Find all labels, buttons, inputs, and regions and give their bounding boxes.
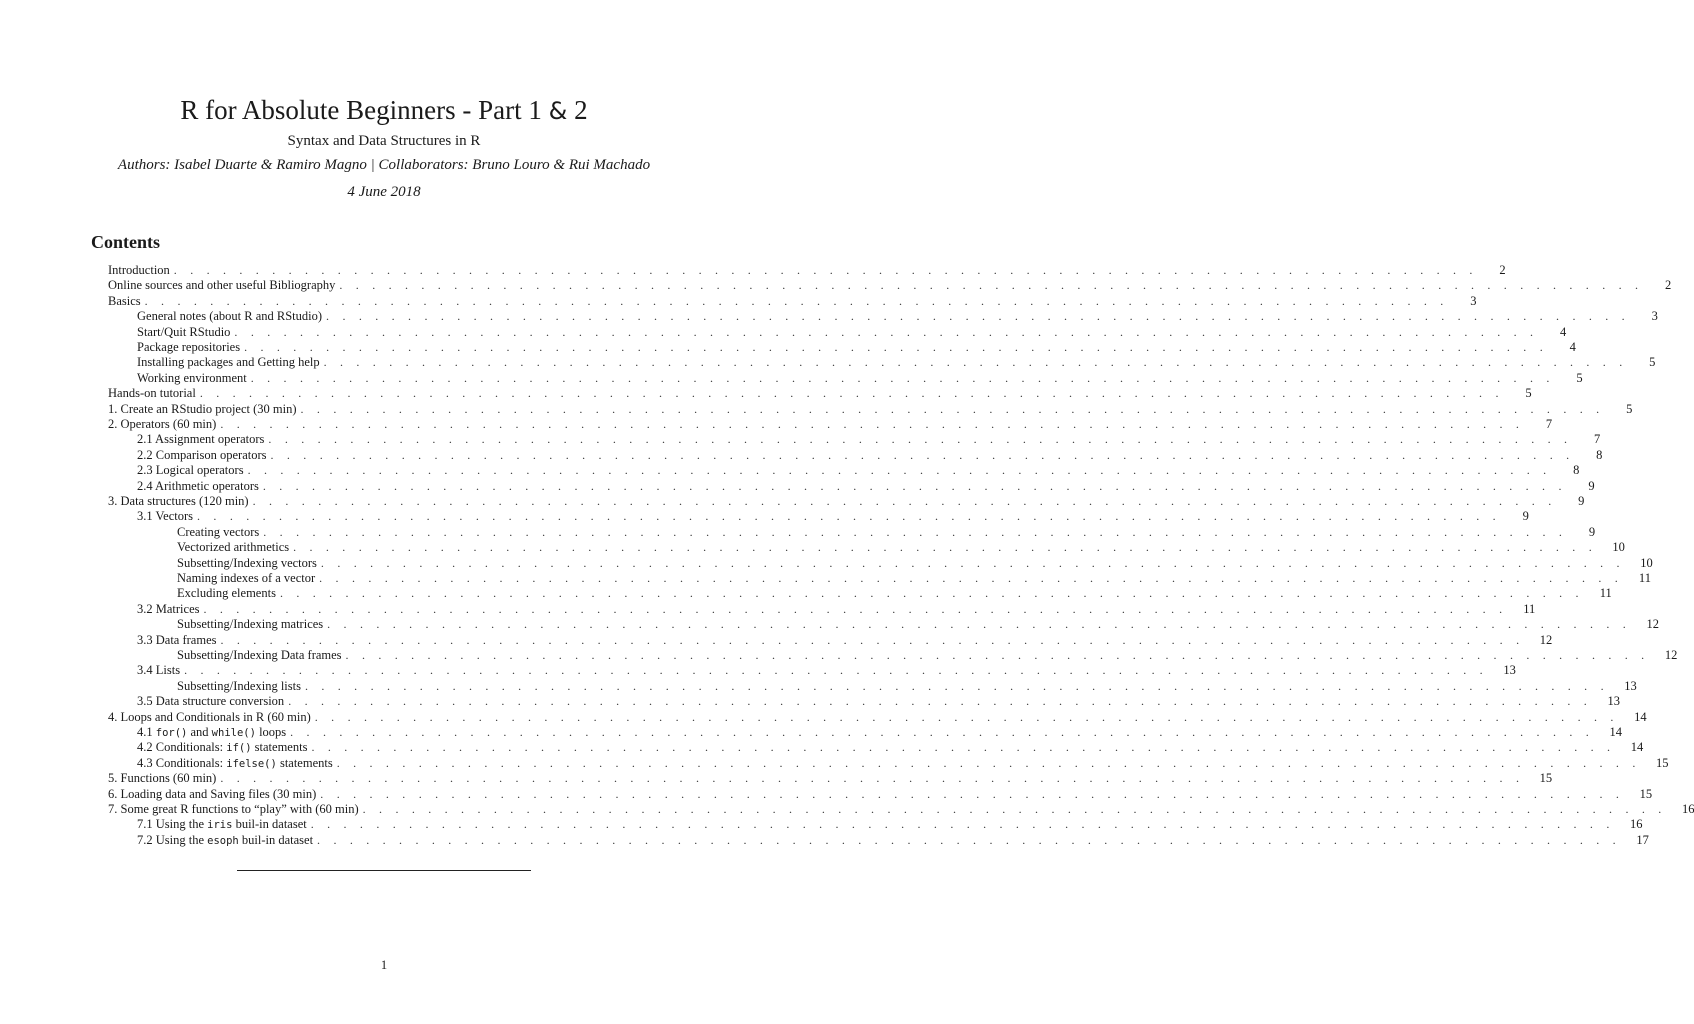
- toc-label: [137, 602, 203, 617]
- toc-link[interactable]: [108, 786, 1653, 802]
- toc-dot-leader: . . . . . . . . . . . . . . . . . . . . . . . . . . . . . . . . . . . . . . . . . . . . . . . . . . . . . . . . . . . . . . . . . . . . . . . . . . . . . . . .: [310, 817, 1615, 832]
- toc-label: [137, 371, 251, 386]
- toc-page-number: 14: [1630, 740, 1644, 755]
- document-title: [0, 92, 768, 129]
- toc-label-text: Basics: [108, 293, 141, 308]
- toc-link[interactable]: [137, 817, 1643, 832]
- toc-entry: [0, 709, 1647, 725]
- toc-page-number: 14: [1634, 709, 1647, 724]
- toc-label-text: Working environment: [137, 370, 247, 385]
- toc-label-text: 1. Create an RStudio project (30 min): [108, 401, 297, 416]
- toc-label-text: Introduction: [108, 263, 170, 277]
- toc-link[interactable]: [137, 755, 1669, 771]
- toc-link[interactable]: [177, 648, 1678, 663]
- toc-dot-leader: . . . . . . . . . . . . . . . . . . . . . . . . . . . . . . . . . . . . . . . . . . . . . . . . . . . . . . . . . . . . . . . . . . . . . . . . . . . . . . . .: [300, 401, 1605, 416]
- toc-label: [108, 386, 200, 401]
- toc-entry: [0, 832, 1649, 848]
- toc-link[interactable]: [137, 355, 1656, 370]
- toc-entry: [0, 817, 1643, 832]
- toc-dot-leader: . . . . . . . . . . . . . . . . . . . . . . . . . . . . . . . . . . . . . . . . . . . . . . . . . . . . . . . . . . . . . . . . . . . . . . . . . . . . . . . .: [197, 509, 1501, 524]
- toc-dot-leader: . . . . . . . . . . . . . . . . . . . . . . . . . . . . . . . . . . . . . . . . . . . . . . . . . . . . . . . . . . . . . . . . . . . . . . . . . . . . . . . .: [203, 601, 1508, 616]
- toc-link[interactable]: [137, 447, 1603, 463]
- toc-link[interactable]: [108, 278, 1672, 293]
- toc-page-number: 5: [1525, 386, 1532, 401]
- toc-entry: [0, 324, 1567, 340]
- toc-dot-leader: . . . . . . . . . . . . . . . . . . . . . . . . . . . . . . . . . . . . . . . . . . . . . . . . . . . . . . . . . . . . . . . . . . . . . . . . . . . . . . . .: [250, 370, 1555, 385]
- footnote-rule: [237, 870, 531, 871]
- title-text-end: 2: [567, 95, 588, 125]
- toc-label: [137, 325, 234, 340]
- toc-entry: [0, 771, 1553, 786]
- toc-link[interactable]: [137, 632, 1553, 648]
- toc-link[interactable]: [177, 678, 1637, 694]
- toc-entry: [0, 432, 1601, 447]
- document-date: 4 June 2018: [347, 184, 421, 200]
- toc-entry: [0, 355, 1656, 370]
- toc-label: [137, 432, 268, 447]
- toc-page-number: 9: [1522, 509, 1529, 524]
- toc-label-text: Online sources and other useful Bibliography: [108, 278, 336, 293]
- toc-link[interactable]: [137, 725, 1622, 740]
- toc-label-text: Subsetting/Indexing lists: [177, 678, 301, 693]
- toc-dot-leader: . . . . . . . . . . . . . . . . . . . . . . . . . . . . . . . . . . . . . . . . . . . . . . . . . . . . . . . . . . . . . . . . . . . . . . . . . . . . . . . .: [220, 417, 1525, 431]
- toc-label-text: 3.2 Matrices: [137, 601, 200, 616]
- toc-entry: [0, 786, 1653, 802]
- toc-page-number: 7: [1593, 432, 1601, 447]
- toc-label-text: 4.1: [137, 725, 156, 739]
- toc-entry: [0, 524, 1596, 540]
- toc-entry: [0, 463, 1580, 478]
- toc-dot-leader: . . . . . . . . . . . . . . . . . . . . . . . . . . . . . . . . . . . . . . . . . . . . . . . . . . . . . . . . . . . . . . . . . . . . . . . . . . . . . . . .: [220, 771, 1525, 786]
- toc-label: [137, 740, 311, 756]
- toc-dot-leader: . . . . . . . . . . . . . . . . . . . . . . . . . . . . . . . . . . . . . . . . . . . . . . . . . . . . . . . . . . . . . . . . . . . . . . . . . . . . . . . .: [144, 293, 1449, 308]
- toc-label: [177, 679, 305, 694]
- toc-dot-leader: . . . . . . . . . . . . . . . . . . . . . . . . . . . . . . . . . . . . . . . . . . . . . . . . . . . . . . . . . . . . . . . . . . . . . . . . . . . . . . . .: [326, 309, 1630, 324]
- toc-label-text: statements: [251, 740, 308, 755]
- toc-label-text: 6. Loading data and Saving files (30 min): [108, 786, 317, 801]
- toc-label-text: 3.1 Vectors: [137, 509, 194, 524]
- toc-label: [108, 710, 315, 725]
- toc-dot-leader: . . . . . . . . . . . . . . . . . . . . . . . . . . . . . . . . . . . . . . . . . . . . . . . . . . . . . . . . . . . . . . . . . . . . . . . . . . . . . . . .: [234, 324, 1539, 339]
- toc-link[interactable]: [137, 601, 1536, 617]
- toc-link[interactable]: [108, 263, 1506, 278]
- toc-page-number: 3: [1470, 293, 1477, 308]
- toc-entry: [0, 309, 1658, 324]
- toc-entry: [0, 293, 1477, 309]
- page-number: 1: [380, 958, 388, 972]
- toc-link[interactable]: [137, 463, 1580, 478]
- toc-label: [137, 479, 263, 494]
- toc-page-number: 13: [1624, 678, 1637, 693]
- toc-page-number: 12: [1539, 632, 1553, 647]
- toc-label-text: 5. Functions (60 min): [108, 771, 217, 786]
- toc-label: [108, 787, 320, 802]
- toc-label-text: Subsetting/Indexing matrices: [177, 617, 324, 632]
- toc-label-text: Vectorized arithmetics: [177, 540, 290, 555]
- toc-entry: [0, 509, 1529, 524]
- toc-label: [108, 402, 301, 417]
- toc-label-text: 2. Operators (60 min): [108, 417, 217, 431]
- toc-label-code: ifelse(): [226, 757, 277, 770]
- toc-link[interactable]: [108, 401, 1633, 417]
- toc-dot-leader: . . . . . . . . . . . . . . . . . . . . . . . . . . . . . . . . . . . . . . . . . . . . . . . . . . . . . . . . . . . . . . . . . . . . . . . . . . . . . . . .: [311, 740, 1616, 755]
- toc-label: [177, 617, 327, 632]
- toc-label: [177, 571, 319, 586]
- toc-label: [177, 586, 280, 601]
- toc-entry: [0, 617, 1659, 632]
- toc-link[interactable]: [108, 771, 1553, 786]
- toc-dot-leader: . . . . . . . . . . . . . . . . . . . . . . . . . . . . . . . . . . . . . . . . . . . . . . . . . . . . . . . . . . . . . . . . . . . . . . . . . . . . . . . .: [336, 755, 1641, 770]
- toc-label: [137, 756, 337, 772]
- title-ampersand: &: [548, 97, 568, 125]
- toc-label: [108, 494, 253, 509]
- toc-label-text: and: [187, 725, 212, 739]
- toc-entry: [0, 555, 1653, 571]
- toc-label-text: Excluding elements: [177, 586, 276, 601]
- toc-dot-leader: . . . . . . . . . . . . . . . . . . . . . . . . . . . . . . . . . . . . . . . . . . . . . . . . . . . . . . . . . . . . . . . . . . . . . . . . . . . . . . . .: [184, 663, 1488, 678]
- toc-label-text: statements: [276, 755, 333, 770]
- title-text: R for Absolute Beginners - Part 1: [180, 95, 549, 125]
- toc-entry: [0, 278, 1672, 293]
- toc-label: [177, 540, 293, 555]
- toc-label: [137, 633, 220, 648]
- toc-entry: [0, 478, 1595, 494]
- toc-label-text: 4. Loops and Conditionals in R (60 min): [108, 709, 311, 724]
- toc-label-text: 7.2 Using the: [137, 832, 208, 847]
- toc-link[interactable]: [137, 663, 1516, 678]
- toc-label-text: 2.2 Comparison operators: [137, 447, 267, 462]
- toc-dot-leader: . . . . . . . . . . . . . . . . . . . . . . . . . . . . . . . . . . . . . . . . . . . . . . . . . . . . . . . . . . . . . . . . . . . . . . . . . . . . . . . .: [173, 263, 1478, 277]
- toc-dot-leader: . . . . . . . . . . . . . . . . . . . . . . . . . . . . . . . . . . . . . . . . . . . . . . . . . . . . . . . . . . . . . . . . . . . . . . . . . . . . . . . .: [247, 463, 1552, 478]
- toc-dot-leader: . . . . . . . . . . . . . . . . . . . . . . . . . . . . . . . . . . . . . . . . . . . . . . . . . . . . . . . . . . . . . . . . . . . . . . . . . . . . . . . .: [262, 478, 1567, 493]
- toc-page-number: 5: [1626, 401, 1633, 416]
- toc-page-number: 15: [1656, 755, 1669, 770]
- toc-label-text: loops: [255, 725, 287, 739]
- toc-link[interactable]: [177, 540, 1625, 555]
- toc-label-text: Package repositories: [137, 340, 241, 354]
- toc-page-number: 8: [1573, 463, 1580, 478]
- toc-link[interactable]: [137, 509, 1529, 524]
- toc-entry: [0, 340, 1576, 355]
- toc-link[interactable]: [177, 524, 1596, 540]
- toc-link[interactable]: [177, 555, 1653, 571]
- toc-label: [137, 463, 248, 478]
- toc-page-number: 16: [1630, 817, 1643, 832]
- toc-label: [137, 817, 311, 833]
- toc-dot-leader: . . . . . . . . . . . . . . . . . . . . . . . . . . . . . . . . . . . . . . . . . . . . . . . . . . . . . . . . . . . . . . . . . . . . . . . . . . . . . . . .: [270, 447, 1575, 462]
- toc-label-code: esoph: [207, 834, 239, 847]
- toc-page-number: 5: [1576, 370, 1583, 385]
- toc-entry: [0, 678, 1637, 694]
- toc-page-number: 14: [1609, 725, 1622, 739]
- toc-dot-leader: . . . . . . . . . . . . . . . . . . . . . . . . . . . . . . . . . . . . . . . . . . . . . . . . . . . . . . . . . . . . . . . . . . . . . . . . . . . . . . . .: [362, 802, 1667, 816]
- toc-entry: [0, 494, 1585, 509]
- toc-page-number: 12: [1646, 617, 1659, 632]
- toc-dot-leader: . . . . . . . . . . . . . . . . . . . . . . . . . . . . . . . . . . . . . . . . . . . . . . . . . . . . . . . . . . . . . . . . . . . . . . . . . . . . . . . .: [252, 494, 1557, 508]
- toc-link[interactable]: [108, 417, 1553, 432]
- toc-page-number: 11: [1638, 571, 1651, 585]
- toc-label: [108, 802, 363, 817]
- toc-label-text: 2.1 Assignment operators: [137, 432, 265, 447]
- toc-page-number: 17: [1636, 832, 1649, 847]
- toc-link[interactable]: [108, 494, 1585, 509]
- toc-link[interactable]: [137, 740, 1644, 755]
- toc-label: [137, 309, 326, 324]
- toc-label: [137, 833, 317, 849]
- toc-label-text: Start/Quit RStudio: [137, 324, 231, 339]
- toc-dot-leader: . . . . . . . . . . . . . . . . . . . . . . . . . . . . . . . . . . . . . . . . . . . . . . . . . . . . . . . . . . . . . . . . . . . . . . . . . . . . . . . .: [288, 694, 1592, 709]
- toc-label: [108, 263, 174, 278]
- toc-link[interactable]: [137, 340, 1576, 355]
- toc-entry: [0, 740, 1644, 755]
- toc-label-code: if(): [226, 742, 252, 755]
- toc-dot-leader: . . . . . . . . . . . . . . . . . . . . . . . . . . . . . . . . . . . . . . . . . . . . . . . . . . . . . . . . . . . . . . . . . . . . . . . . . . . . . . . .: [279, 586, 1584, 601]
- toc-label: [137, 663, 184, 678]
- toc-link[interactable]: [108, 386, 1532, 401]
- toc-entry: [0, 571, 1651, 586]
- toc-label: [108, 771, 220, 786]
- document-subtitle: Syntax and Data Structures in R: [287, 133, 481, 149]
- toc-dot-leader: . . . . . . . . . . . . . . . . . . . . . . . . . . . . . . . . . . . . . . . . . . . . . . . . . . . . . . . . . . . . . . . . . . . . . . . . . . . . . . . .: [320, 786, 1625, 801]
- toc-label: [108, 294, 145, 309]
- toc-dot-leader: . . . . . . . . . . . . . . . . . . . . . . . . . . . . . . . . . . . . . . . . . . . . . . . . . . . . . . . . . . . . . . . . . . . . . . . . . . . . . . . .: [304, 678, 1609, 693]
- toc-link[interactable]: [137, 832, 1649, 848]
- toc-dot-leader: . . . . . . . . . . . . . . . . . . . . . . . . . . . . . . . . . . . . . . . . . . . . . . . . . . . . . . . . . . . . . . . . . . . . . . . . . . . . . . . .: [320, 555, 1625, 570]
- toc-page-number: 9: [1588, 524, 1596, 539]
- toc-dot-leader: . . . . . . . . . . . . . . . . . . . . . . . . . . . . . . . . . . . . . . . . . . . . . . . . . . . . . . . . . . . . . . . . . . . . . . . . . . . . . . . .: [263, 524, 1568, 539]
- toc-page-number: 2: [1664, 278, 1672, 293]
- toc-label-text: Subsetting/Indexing vectors: [177, 555, 317, 570]
- toc-entry: [0, 386, 1532, 401]
- toc-label-text: Hands-on tutorial: [108, 386, 196, 401]
- toc-label: [137, 448, 271, 463]
- toc-label: [177, 525, 263, 540]
- toc-page-number: 11: [1599, 586, 1612, 601]
- toc-page-number: 9: [1588, 478, 1595, 493]
- toc-dot-leader: . . . . . . . . . . . . . . . . . . . . . . . . . . . . . . . . . . . . . . . . . . . . . . . . . . . . . . . . . . . . . . . . . . . . . . . . . . . . . . . .: [323, 355, 1628, 370]
- toc-entry: [0, 663, 1516, 678]
- toc-label-text: 3.5 Data structure conversion: [137, 694, 285, 709]
- toc-link[interactable]: [177, 617, 1659, 632]
- toc-entry: [0, 725, 1622, 740]
- toc-dot-leader: . . . . . . . . . . . . . . . . . . . . . . . . . . . . . . . . . . . . . . . . . . . . . . . . . . . . . . . . . . . . . . . . . . . . . . . . . . . . . . . .: [314, 709, 1619, 724]
- toc-label-text: 4.3 Conditionals:: [137, 755, 227, 770]
- contents-heading: Contents: [91, 232, 161, 252]
- toc-page-number: 8: [1596, 447, 1603, 462]
- toc-label-text: 2.4 Arithmetic operators: [137, 478, 259, 493]
- toc-link[interactable]: [177, 571, 1651, 586]
- toc-entry: [0, 401, 1633, 417]
- toc-label-text: buil-in dataset: [232, 817, 307, 832]
- toc-label-text: Installing packages and Getting help: [137, 355, 320, 370]
- toc-entry: [0, 802, 1694, 817]
- toc-label: [177, 648, 346, 663]
- toc-page-number: 5: [1649, 355, 1656, 370]
- toc-page-number: 7: [1545, 417, 1553, 431]
- toc-label-text: buil-in dataset: [238, 832, 314, 847]
- toc-label-code: iris: [207, 819, 233, 832]
- toc-label-text: 3.4 Lists: [137, 663, 181, 678]
- toc-label: [108, 278, 339, 293]
- toc-page-number: 4: [1559, 324, 1567, 339]
- toc-dot-leader: . . . . . . . . . . . . . . . . . . . . . . . . . . . . . . . . . . . . . . . . . . . . . . . . . . . . . . . . . . . . . . . . . . . . . . . . . . . . . . . .: [319, 571, 1623, 585]
- toc-dot-leader: . . . . . . . . . . . . . . . . . . . . . . . . . . . . . . . . . . . . . . . . . . . . . . . . . . . . . . . . . . . . . . . . . . . . . . . . . . . . . . . .: [317, 832, 1621, 847]
- toc-page-number: 15: [1639, 786, 1653, 801]
- toc-label-text: 7. Some great R functions to “play” with (60 min): [108, 802, 359, 816]
- toc-label-text: 4.2 Conditionals:: [137, 740, 227, 755]
- toc-link[interactable]: [137, 309, 1658, 324]
- toc-link[interactable]: [137, 370, 1583, 386]
- toc-entry: [0, 648, 1678, 663]
- toc-page-number: 13: [1607, 694, 1620, 709]
- toc-page-number: 12: [1664, 648, 1678, 662]
- toc-page-number: 2: [1499, 263, 1506, 277]
- toc-dot-leader: . . . . . . . . . . . . . . . . . . . . . . . . . . . . . . . . . . . . . . . . . . . . . . . . . . . . . . . . . . . . . . . . . . . . . . . . . . . . . . . .: [327, 617, 1631, 632]
- toc-link[interactable]: [108, 293, 1477, 309]
- toc-link[interactable]: [137, 694, 1620, 709]
- toc-dot-leader: . . . . . . . . . . . . . . . . . . . . . . . . . . . . . . . . . . . . . . . . . . . . . . . . . . . . . . . . . . . . . . . . . . . . . . . . . . . . . . . .: [220, 632, 1525, 647]
- toc-entry: [0, 694, 1620, 709]
- toc-label-code: for(): [155, 727, 188, 739]
- document-authors: Authors: Isabel Duarte & Ramiro Magno | Collaborators: Bruno Louro & Rui Machado: [117, 157, 651, 173]
- toc-link[interactable]: [137, 324, 1567, 340]
- toc-page-number: 16: [1681, 802, 1694, 816]
- toc-label-text: 7.1 Using the: [137, 817, 208, 832]
- toc-entry: [0, 755, 1669, 771]
- toc-page-number: 10: [1640, 555, 1653, 570]
- toc-page-number: 9: [1578, 494, 1585, 508]
- toc-dot-leader: . . . . . . . . . . . . . . . . . . . . . . . . . . . . . . . . . . . . . . . . . . . . . . . . . . . . . . . . . . . . . . . . . . . . . . . . . . . . . . . .: [268, 432, 1573, 447]
- toc-label: [137, 725, 290, 741]
- toc-entry: [0, 632, 1553, 648]
- toc-entry: [0, 540, 1625, 555]
- toc-label-text: 2.3 Logical operators: [137, 463, 244, 478]
- toc-label-text: Subsetting/Indexing Data frames: [177, 648, 342, 662]
- toc-dot-leader: . . . . . . . . . . . . . . . . . . . . . . . . . . . . . . . . . . . . . . . . . . . . . . . . . . . . . . . . . . . . . . . . . . . . . . . . . . . . . . . .: [293, 540, 1597, 555]
- toc-label-code: while(): [211, 727, 256, 739]
- toc-page-number: 15: [1539, 771, 1553, 786]
- toc-link[interactable]: [137, 432, 1601, 447]
- toc-dot-leader: . . . . . . . . . . . . . . . . . . . . . . . . . . . . . . . . . . . . . . . . . . . . . . . . . . . . . . . . . . . . . . . . . . . . . . . . . . . . . . . .: [244, 340, 1548, 354]
- toc-entry: [0, 586, 1612, 601]
- toc-label: [137, 694, 288, 709]
- toc-entry: [0, 601, 1536, 617]
- toc-link[interactable]: [177, 586, 1612, 601]
- toc-entry: [0, 263, 1506, 278]
- toc-entry: [0, 447, 1603, 463]
- toc-label: [137, 355, 324, 370]
- toc-entry: [0, 417, 1553, 432]
- toc-label-text: Naming indexes of a vector: [177, 571, 316, 585]
- toc-page-number: 11: [1523, 601, 1536, 616]
- toc-dot-leader: . . . . . . . . . . . . . . . . . . . . . . . . . . . . . . . . . . . . . . . . . . . . . . . . . . . . . . . . . . . . . . . . . . . . . . . . . . . . . . . .: [345, 648, 1650, 662]
- toc-label: [177, 556, 321, 571]
- toc-page-number: 3: [1651, 309, 1658, 324]
- toc-page-number: 10: [1612, 540, 1625, 555]
- toc-dot-leader: . . . . . . . . . . . . . . . . . . . . . . . . . . . . . . . . . . . . . . . . . . . . . . . . . . . . . . . . . . . . . . . . . . . . . . . . . . . . . . . .: [199, 386, 1504, 401]
- toc-label: [108, 417, 220, 432]
- toc-entry: [0, 370, 1583, 386]
- toc-label: [137, 340, 244, 355]
- toc-link[interactable]: [108, 709, 1647, 725]
- toc-link[interactable]: [137, 478, 1595, 494]
- toc-label: [137, 509, 197, 524]
- toc-dot-leader: . . . . . . . . . . . . . . . . . . . . . . . . . . . . . . . . . . . . . . . . . . . . . . . . . . . . . . . . . . . . . . . . . . . . . . . . . . . . . . . .: [290, 725, 1594, 739]
- toc-link[interactable]: [108, 802, 1694, 817]
- toc-dot-leader: . . . . . . . . . . . . . . . . . . . . . . . . . . . . . . . . . . . . . . . . . . . . . . . . . . . . . . . . . . . . . . . . . . . . . . . . . . . . . . . .: [339, 278, 1644, 293]
- toc-label-text: 3.3 Data frames: [137, 632, 217, 647]
- toc-label-text: Creating vectors: [177, 524, 260, 539]
- toc-page-number: 13: [1503, 663, 1516, 678]
- toc-label-text: General notes (about R and RStudio): [137, 309, 323, 324]
- toc-page-number: 4: [1569, 340, 1576, 354]
- toc-label-text: 3. Data structures (120 min): [108, 494, 249, 508]
